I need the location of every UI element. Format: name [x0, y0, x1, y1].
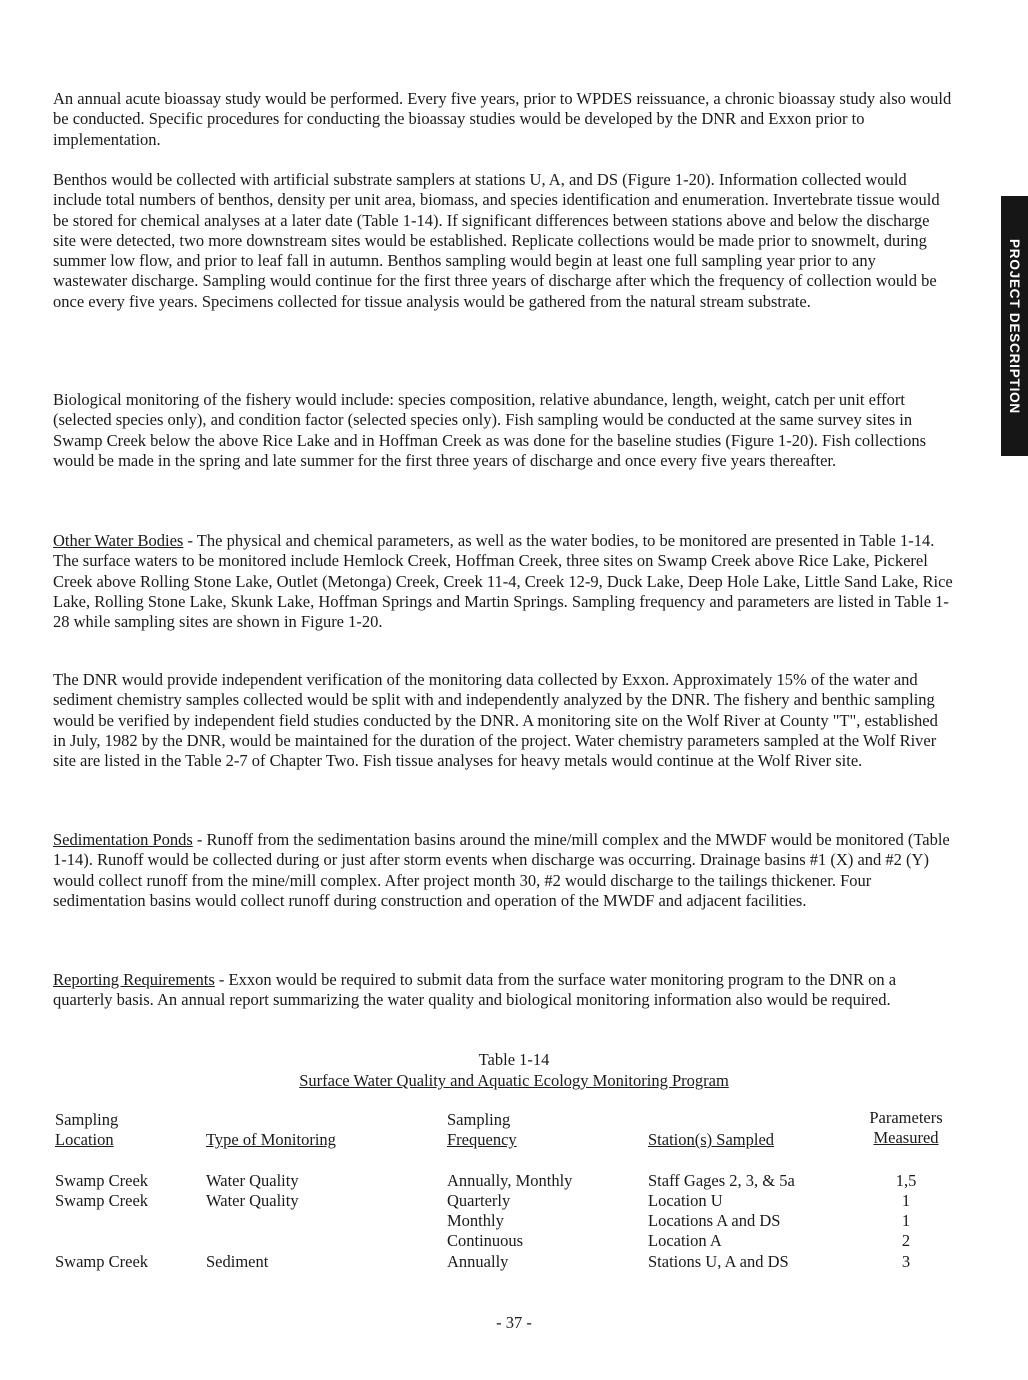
cell-type: Sediment	[206, 1252, 269, 1271]
cell-location: Swamp Creek	[55, 1171, 149, 1190]
header-type	[206, 1110, 336, 1150]
sedimentation-ponds-paragraph	[53, 830, 953, 911]
header-location	[55, 1110, 118, 1150]
reporting-requirements-heading: Reporting Requirements	[53, 970, 215, 989]
cell-parameters: 3	[901, 1252, 911, 1271]
dnr-verification-paragraph: The DNR would provide independent verification of the monitoring data collected by Exxon. Approximately 15% of the water and sediment chemistry samples collected would be split with and independently analyzed by the DNR. The fishery and benthic sampling would be verified by independent field studies conducted by the DNR. A monitoring site on the Wolf River at County "T", established in July, 1982 by the DNR, would be maintained for the duration of the project. Water chemistry parameters sampled at the Wolf River site are listed in the Table 2-7 of Chapter Two. Fish tissue analyses for heavy metals would continue at the Wolf River site.	[53, 670, 938, 771]
header-parameters	[858, 1108, 954, 1148]
header-location-bottom: Location	[55, 1130, 114, 1149]
header-frequency-top: Sampling	[447, 1110, 511, 1129]
cell-type: Water Quality	[206, 1191, 299, 1210]
header-location-top: Sampling	[55, 1110, 119, 1129]
header-parameters-bottom: Measured	[873, 1128, 939, 1147]
page-number: - 37 -	[496, 1313, 532, 1332]
table-title: Surface Water Quality and Aquatic Ecology Monitoring Program	[299, 1071, 729, 1090]
cell-parameters: 1,5	[895, 1171, 917, 1190]
cell-parameters: 2	[901, 1231, 911, 1250]
header-frequency-bottom: Frequency	[447, 1130, 517, 1149]
cell-stations: Location U	[648, 1191, 723, 1210]
reporting-requirements-paragraph	[53, 970, 953, 1011]
cell-parameters: 1	[901, 1211, 911, 1230]
header-parameters-top: Parameters	[869, 1108, 943, 1127]
other-water-bodies-body: - The physical and chemical parameters, as well as the water bodies, to be monitored are presented in Table 1-14. The surface waters to be monitored include Hemlock Creek, Hoffman Creek, three sites on Swamp Creek above Rice Lake, Pickerel Creek above Rolling Stone Lake, Outlet (Metonga) Creek, Creek 11-4, Creek 12-9, Duck Lake, Deep Hole Lake, Little Sand Lake, Rice Lake, Rolling Stone Lake, Skunk Lake, Hoffman Springs and Martin Springs. Sampling frequency and parameters are listed in Table 1-28 while sampling sites are shown in Figure 1-20.	[53, 531, 953, 632]
header-stations-label: Station(s) Sampled	[648, 1130, 775, 1149]
sedimentation-ponds-body: - Runoff from the sedimentation basins around the mine/mill complex and the MWDF would be monitored (Table 1-14). Runoff would be collected during or just after storm events when discharge was occurring. Drainage basins #1 (X) and #2 (Y) would collect runoff from the mine/mill complex. After project month 30, #2 would discharge to the tailings thickener. Four sedimentation basins would collect runoff during construction and operation of the MWDF and adjacent facilities.	[53, 830, 950, 910]
other-water-bodies-paragraph	[53, 531, 953, 632]
cell-frequency: Annually, Monthly	[447, 1171, 573, 1190]
other-water-bodies-heading: Other Water Bodies	[53, 531, 184, 550]
cell-parameters: 1	[901, 1191, 911, 1210]
cell-frequency: Continuous	[447, 1231, 524, 1250]
cell-frequency: Quarterly	[447, 1191, 511, 1210]
bioassay-paragraph: An annual acute bioassay study would be performed. Every five years, prior to WPDES reissuance, a chronic bioassay study also would be conducted. Specific procedures for conducting the bioassay studies would be developed by the DNR and Exxon prior to implementation.	[53, 89, 952, 149]
benthos-paragraph: Benthos would be collected with artificial substrate samplers at stations U, A, and DS (Figure 1-20). Information collected would include total numbers of benthos, density per unit area, biomass, and species identification and enumeration. Invertebrate tissue would be stored for chemical analyses at a later date (Table 1-14). If significant differences between stations above and below the discharge site were detected, two more downstream sites would be established. Replicate collections would be made prior to snowmelt, during summer low flow, and prior to leaf fall in autumn. Benthos sampling would begin at least one full sampling year prior to any wastewater discharge. Sampling would continue for the first three years of discharge after which the frequency of collection would be once every five years. Specimens collected for tissue analysis would be gathered from the natural stream substrate.	[53, 170, 940, 311]
table-number: Table 1-14	[478, 1050, 550, 1069]
header-stations	[648, 1110, 774, 1150]
section-tab-label: PROJECT DESCRIPTION	[1007, 238, 1023, 414]
section-tab	[1001, 196, 1028, 456]
sedimentation-ponds-heading: Sedimentation Ponds	[53, 830, 193, 849]
reporting-requirements-body: - Exxon would be required to submit data from the surface water monitoring program to the DNR on a quarterly basis. An annual report summarizing the water quality and biological monitoring information also would be required.	[53, 970, 897, 1010]
header-frequency	[447, 1110, 517, 1150]
table-title-line	[0, 1071, 1028, 1091]
cell-frequency: Monthly	[447, 1211, 504, 1230]
fishery-paragraph: Biological monitoring of the fishery would include: species composition, relative abundance, length, weight, catch per unit effort (selected species only), and condition factor (selected species only). Fish sampling would be conducted at the same survey sites in Swamp Creek below the above Rice Lake and in Hoffman Creek as was done for the baseline studies (Figure 1-20). Fish collections would be made in the spring and late summer for the first three years of discharge and once every five years thereafter.	[53, 390, 927, 470]
cell-stations: Locations A and DS	[648, 1211, 781, 1230]
cell-type: Water Quality	[206, 1171, 299, 1190]
cell-location: Swamp Creek	[55, 1252, 149, 1271]
header-type-label: Type of Monitoring	[206, 1130, 336, 1149]
cell-location: Swamp Creek	[55, 1191, 149, 1210]
cell-stations: Staff Gages 2, 3, & 5a	[648, 1171, 795, 1190]
cell-stations: Location A	[648, 1231, 722, 1250]
cell-frequency: Annually	[447, 1252, 509, 1271]
cell-stations: Stations U, A and DS	[648, 1252, 789, 1271]
